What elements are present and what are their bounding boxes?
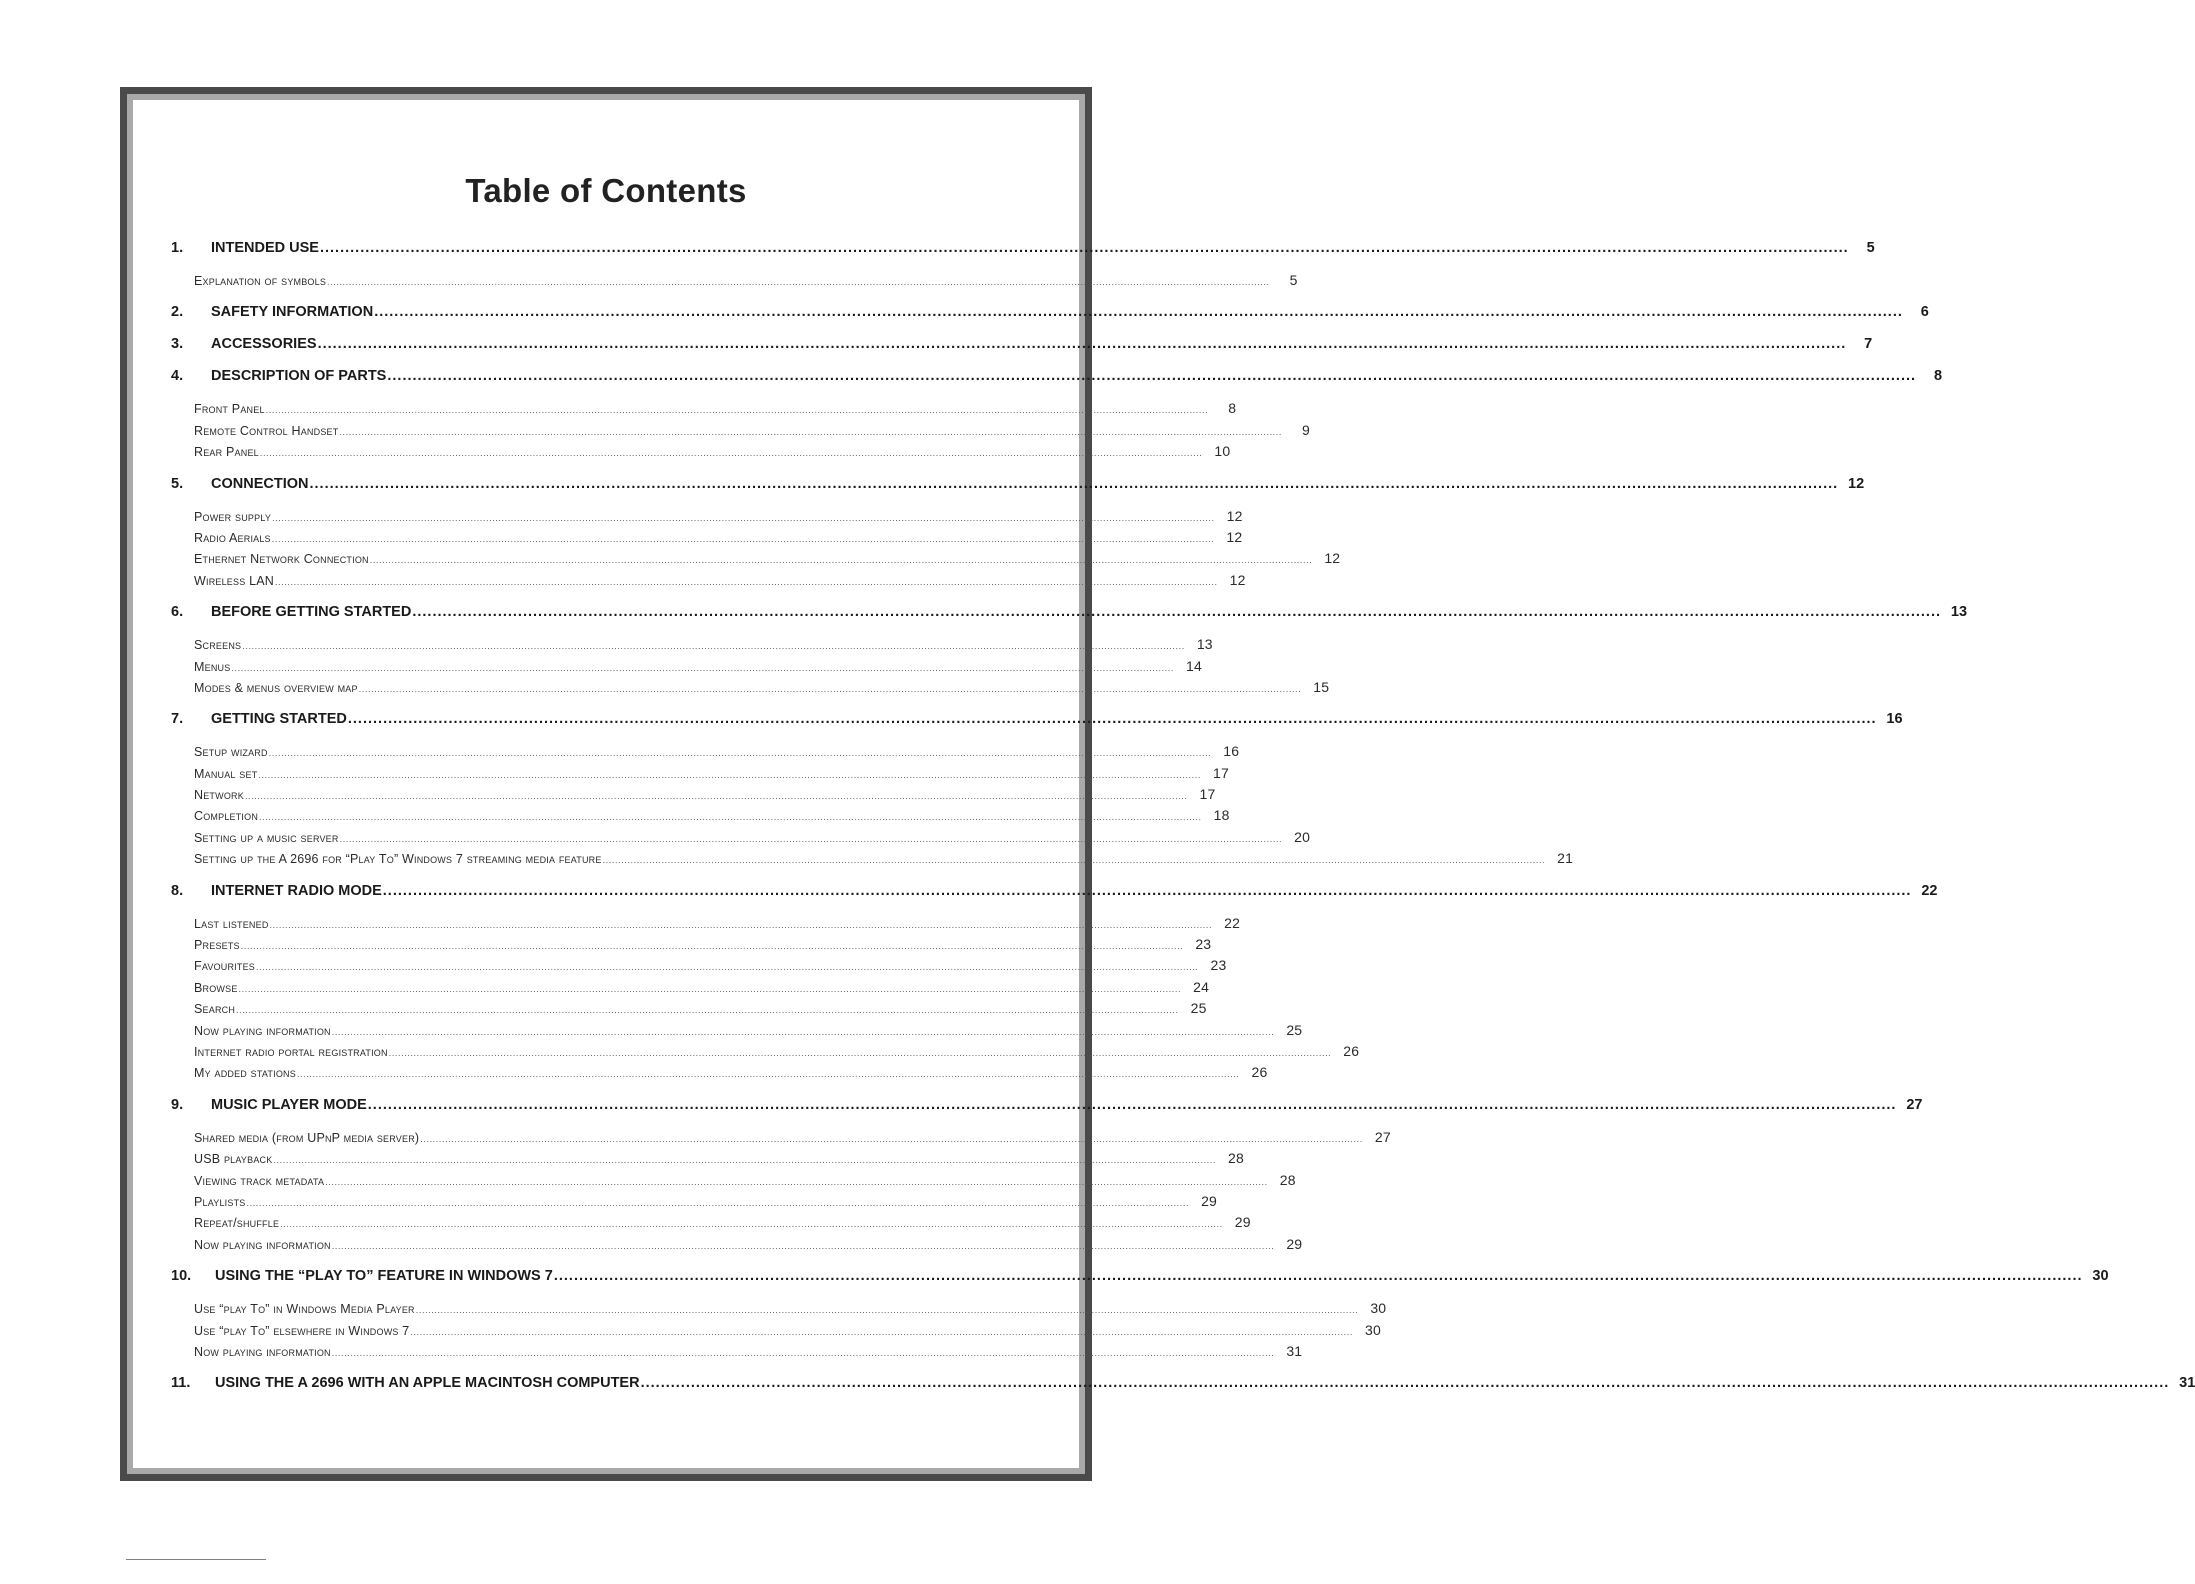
toc-page-number: 30	[2092, 1268, 2109, 1285]
table-of-contents	[171, 240, 2195, 1396]
toc-entry-label: Ethernet Network Connection	[194, 552, 369, 567]
toc-entry-label: Explanation of symbols	[194, 274, 327, 288]
dot-leader: ................................................................................................................................................................................................................................................................................................................	[242, 641, 1185, 652]
toc-page-number: 13	[1196, 636, 1213, 653]
toc-page-number: 21	[1557, 850, 1574, 867]
toc-subsection-entry[interactable]	[171, 1192, 1218, 1214]
toc-subsection-entry[interactable]	[171, 1021, 1303, 1043]
toc-page-number: 29	[1201, 1192, 1218, 1209]
toc-subsection-entry[interactable]	[171, 657, 1202, 679]
toc-subsection-entry[interactable]	[171, 678, 1330, 700]
toc-page-number: 14	[1185, 657, 1202, 674]
toc-entry-label: Setup wizard	[194, 745, 268, 760]
toc-page-number: 28	[1228, 1150, 1244, 1167]
dot-leader: ................................................................................................................................................................................................................................................................................................................	[374, 304, 1903, 321]
dot-leader: ................................................................................................................................................................................................................................................................................................................	[382, 882, 1912, 899]
toc-entry-label: ACCESSORIES	[211, 336, 317, 353]
toc-page-number: 7	[1864, 336, 1873, 353]
toc-page-number: 5	[1289, 272, 1298, 288]
dot-leader: ................................................................................................................................................................................................................................................................................................................	[358, 683, 1302, 694]
toc-section-entry[interactable]	[171, 711, 1903, 732]
toc-subsection-entry[interactable]	[171, 1042, 1360, 1064]
dot-leader: ................................................................................................................................................................................................................................................................................................................	[255, 962, 1199, 973]
toc-entry-label: Playlists	[194, 1194, 246, 1209]
toc-entry-label: Setting up a music server	[194, 830, 339, 845]
toc-page-number: 26	[1251, 1064, 1268, 1081]
toc-subsection-entry[interactable]	[171, 764, 1229, 786]
toc-page-number: 17	[1212, 764, 1229, 781]
dot-leader: ................................................................................................................................................................................................................................................................................................................	[388, 1047, 1332, 1058]
toc-section-number: 2.	[171, 304, 184, 321]
toc-page-number: 9	[1301, 421, 1310, 438]
toc-page-number: 17	[1199, 786, 1216, 803]
toc-subsection-entry[interactable]	[171, 443, 1231, 464]
toc-subsection-entry[interactable]	[171, 1128, 1391, 1150]
toc-page-number: 8	[1228, 400, 1237, 417]
dot-leader: ................................................................................................................................................................................................................................................................................................................	[331, 1026, 1275, 1037]
toc-subsection-entry[interactable]	[171, 936, 1212, 957]
toc-entry-label: Modes & menus overview map	[194, 680, 358, 695]
toc-subsection-entry[interactable]	[171, 1321, 1381, 1343]
page-border	[120, 87, 2195, 1481]
toc-subsection-entry[interactable]	[171, 272, 1298, 293]
dot-leader: ................................................................................................................................................................................................................................................................................................................	[259, 448, 1203, 459]
toc-entry-label: Now playing information	[194, 1023, 331, 1038]
toc-page-number: 13	[1950, 604, 1968, 621]
toc-entry-label: INTENDED USE	[211, 240, 319, 256]
toc-page-number: 31	[2179, 1375, 2195, 1392]
page-title: Table of Contents	[465, 172, 747, 209]
toc-subsection-entry[interactable]	[171, 828, 1311, 850]
toc-page-number: 18	[1213, 807, 1230, 824]
toc-section-entry[interactable]	[171, 882, 1938, 904]
toc-page-number: 16	[1886, 711, 1903, 728]
dot-leader: ................................................................................................................................................................................................................................................................................................................	[309, 475, 1839, 492]
toc-section-entry[interactable]	[171, 1375, 2195, 1396]
toc-section-number: 1.	[171, 240, 184, 256]
toc-section-entry[interactable]	[171, 336, 1873, 357]
toc-entry-label: CONNECTION	[211, 475, 309, 492]
dot-leader: ................................................................................................................................................................................................................................................................................................................	[325, 1176, 1268, 1187]
toc-page-number: 6	[1920, 304, 1929, 321]
toc-page-number: 22	[1921, 882, 1938, 899]
toc-entry-label: Presets	[194, 938, 240, 953]
dot-leader: ................................................................................................................................................................................................................................................................................................................	[331, 1240, 1275, 1251]
toc-subsection-entry[interactable]	[171, 850, 1574, 871]
toc-page-number: 29	[1234, 1214, 1251, 1231]
dot-leader: ................................................................................................................................................................................................................................................................................................................	[236, 1005, 1179, 1016]
dot-leader: ................................................................................................................................................................................................................................................................................................................	[240, 941, 1184, 952]
dot-leader: ................................................................................................................................................................................................................................................................................................................	[275, 576, 1218, 587]
toc-page-number: 30	[1370, 1300, 1387, 1317]
dot-leader: ................................................................................................................................................................................................................................................................................................................	[347, 711, 1877, 728]
toc-subsection-entry[interactable]	[171, 1064, 1268, 1085]
toc-section-entry[interactable]	[171, 475, 1865, 497]
toc-entry-label: Browse	[194, 980, 238, 995]
toc-section-number: 11.	[171, 1375, 191, 1392]
dot-leader: ................................................................................................................................................................................................................................................................................................................	[339, 426, 1282, 437]
toc-page-number: 28	[1279, 1171, 1296, 1188]
toc-subsection-entry[interactable]	[171, 550, 1341, 571]
toc-entry-label: MUSIC PLAYER MODE	[211, 1096, 367, 1113]
toc-section-entry[interactable]	[171, 240, 1875, 261]
page-content	[133, 100, 2195, 1468]
toc-entry-label: Last listened	[194, 916, 269, 931]
toc-page-number: 24	[1193, 978, 1210, 995]
toc-subsection-entry[interactable]	[171, 1300, 1387, 1321]
toc-page-number: 29	[1286, 1235, 1303, 1252]
toc-entry-label: My added stations	[194, 1066, 296, 1081]
toc-page-number: 27	[1374, 1128, 1391, 1145]
toc-page-number: 31	[1286, 1342, 1303, 1359]
dot-leader: ................................................................................................................................................................................................................................................................................................................	[387, 368, 1917, 385]
dot-leader: ................................................................................................................................................................................................................................................................................................................	[410, 1326, 1353, 1337]
toc-subsection-entry[interactable]	[171, 914, 1241, 936]
toc-section-number: 6.	[171, 604, 184, 621]
toc-entry-label: Remote Control Handset	[194, 423, 339, 438]
toc-entry-label: Completion	[194, 809, 259, 824]
toc-entry-label: Radio Aerials	[194, 530, 271, 545]
toc-subsection-entry[interactable]	[171, 636, 1213, 657]
toc-section-entry[interactable]	[171, 368, 1943, 389]
dot-leader: ................................................................................................................................................................................................................................................................................................................	[317, 336, 1847, 353]
toc-subsection-entry[interactable]	[171, 978, 1210, 1000]
toc-entry-label: Front Panel	[194, 402, 265, 417]
toc-entry-label: Power supply	[194, 509, 272, 524]
toc-page-number: 30	[1364, 1321, 1381, 1338]
dot-leader: ................................................................................................................................................................................................................................................................................................................	[231, 662, 1174, 673]
toc-page-number: 25	[1286, 1021, 1303, 1038]
toc-section-number: 9.	[171, 1096, 184, 1113]
toc-page-number: 20	[1294, 828, 1311, 845]
toc-subsection-entry[interactable]	[171, 421, 1310, 443]
toc-entry-label: Repeat/shuffle	[194, 1216, 280, 1231]
dot-leader: ................................................................................................................................................................................................................................................................................................................	[272, 512, 1215, 523]
dot-leader: ................................................................................................................................................................................................................................................................................................................	[412, 604, 1942, 621]
dot-leader: ................................................................................................................................................................................................................................................................................................................	[265, 405, 1209, 416]
toc-subsection-entry[interactable]	[171, 786, 1216, 807]
dot-leader: ................................................................................................................................................................................................................................................................................................................	[244, 791, 1188, 802]
toc-entry-label: SAFETY INFORMATION	[211, 304, 374, 321]
toc-entry-label: Use “play To” elsewhere in Windows 7	[194, 1323, 410, 1338]
toc-entry-label: Use “play To” in Windows Media Player	[194, 1302, 415, 1317]
toc-entry-label: Now playing information	[194, 1237, 331, 1252]
toc-page-number: 12	[1848, 475, 1865, 492]
toc-subsection-entry[interactable]	[171, 743, 1240, 764]
toc-page-number: 16	[1223, 743, 1240, 760]
toc-entry-label: DESCRIPTION OF PARTS	[211, 368, 387, 385]
dot-leader: ................................................................................................................................................................................................................................................................................................................	[327, 277, 1270, 287]
toc-page-number: 12	[1324, 550, 1341, 567]
dot-leader: ................................................................................................................................................................................................................................................................................................................	[415, 1305, 1359, 1316]
toc-entry-label: BEFORE GETTING STARTED	[211, 604, 412, 621]
dot-leader: ................................................................................................................................................................................................................................................................................................................	[246, 1197, 1190, 1208]
toc-section-entry[interactable]	[171, 604, 1968, 625]
toc-section-number: 3.	[171, 336, 184, 353]
dot-leader: ................................................................................................................................................................................................................................................................................................................	[367, 1096, 1897, 1113]
dot-leader: ................................................................................................................................................................................................................................................................................................................	[238, 983, 1182, 994]
toc-entry-label: Network	[194, 788, 244, 803]
toc-entry-label: USB playback	[194, 1152, 273, 1167]
dot-leader: ................................................................................................................................................................................................................................................................................................................	[258, 769, 1201, 780]
toc-entry-label: Viewing track metadata	[194, 1173, 325, 1188]
toc-page-number: 27	[1906, 1096, 1923, 1113]
toc-page-number: 5	[1866, 240, 1875, 256]
footnote-separator	[126, 1559, 266, 1560]
toc-entry-label: Rear Panel	[194, 445, 259, 460]
toc-entry-label: Wireless LAN	[194, 573, 275, 588]
toc-entry-label: GETTING STARTED	[211, 711, 347, 728]
toc-section-number: 7.	[171, 711, 184, 728]
toc-subsection-entry[interactable]	[171, 957, 1227, 978]
toc-entry-label: Favourites	[194, 959, 255, 974]
toc-page-number: 25	[1190, 1000, 1207, 1017]
dot-leader: ................................................................................................................................................................................................................................................................................................................	[339, 833, 1283, 844]
toc-subsection-entry[interactable]	[171, 1150, 1244, 1171]
dot-leader: ................................................................................................................................................................................................................................................................................................................	[331, 1347, 1275, 1358]
toc-entry-label: USING THE “PLAY TO” FEATURE IN WINDOWS 7	[215, 1268, 553, 1285]
toc-page-number: 26	[1343, 1042, 1360, 1059]
dot-leader: ................................................................................................................................................................................................................................................................................................................	[602, 855, 1546, 866]
dot-leader: ................................................................................................................................................................................................................................................................................................................	[280, 1219, 1223, 1230]
toc-section-number: 5.	[171, 475, 184, 492]
toc-entry-label: Setting up the A 2696 for “Play To” Windows 7 streaming media feature	[194, 852, 602, 867]
toc-entry-label: USING THE A 2696 WITH AN APPLE MACINTOSH COMPUTER	[215, 1375, 640, 1392]
toc-section-number: 10.	[171, 1268, 192, 1285]
toc-page-number: 23	[1210, 957, 1227, 974]
dot-leader: ................................................................................................................................................................................................................................................................................................................	[319, 240, 1849, 256]
toc-page-number: 23	[1195, 936, 1212, 953]
toc-subsection-entry[interactable]	[171, 1171, 1296, 1193]
dot-leader: ................................................................................................................................................................................................................................................................................................................	[420, 1133, 1363, 1144]
toc-subsection-entry[interactable]	[171, 400, 1237, 421]
toc-subsection-entry[interactable]	[171, 1235, 1303, 1257]
dot-leader: ................................................................................................................................................................................................................................................................................................................	[259, 812, 1202, 823]
toc-page-number: 12	[1229, 571, 1246, 588]
toc-subsection-entry[interactable]	[171, 528, 1243, 550]
dot-leader: ................................................................................................................................................................................................................................................................................................................	[553, 1268, 2083, 1285]
toc-page-number: 8	[1933, 368, 1943, 385]
toc-page-number: 22	[1224, 914, 1241, 931]
dot-leader: ................................................................................................................................................................................................................................................................................................................	[640, 1375, 2170, 1392]
toc-subsection-entry[interactable]	[171, 1000, 1207, 1021]
toc-section-entry[interactable]	[171, 304, 1929, 325]
toc-page-number: 15	[1313, 678, 1330, 695]
toc-page-number: 12	[1226, 507, 1243, 524]
toc-entry-label: Menus	[194, 659, 231, 674]
toc-subsection-entry[interactable]	[171, 1342, 1303, 1364]
toc-section-entry[interactable]	[171, 1268, 2109, 1289]
dot-leader: ................................................................................................................................................................................................................................................................................................................	[271, 533, 1215, 544]
toc-page-number: 10	[1214, 443, 1231, 460]
dot-leader: ................................................................................................................................................................................................................................................................................................................	[269, 919, 1213, 930]
toc-subsection-entry[interactable]	[171, 1214, 1251, 1235]
toc-subsection-entry[interactable]	[171, 571, 1246, 593]
toc-subsection-entry[interactable]	[171, 507, 1243, 529]
toc-entry-label: Manual set	[194, 766, 258, 781]
toc-entry-label: Screens	[194, 638, 242, 653]
toc-entry-label: Now playing information	[194, 1344, 331, 1359]
toc-section-number: 4.	[171, 368, 184, 385]
dot-leader: ................................................................................................................................................................................................................................................................................................................	[273, 1155, 1216, 1166]
toc-page-number: 12	[1226, 528, 1243, 545]
toc-entry-label: Internet radio portal registration	[194, 1044, 388, 1059]
toc-section-entry[interactable]	[171, 1096, 1923, 1118]
toc-entry-label: Shared media (from UPnP media server)	[194, 1130, 420, 1145]
toc-subsection-entry[interactable]	[171, 807, 1230, 828]
dot-leader: ................................................................................................................................................................................................................................................................................................................	[268, 748, 1212, 759]
toc-section-number: 8.	[171, 882, 184, 899]
dot-leader: ................................................................................................................................................................................................................................................................................................................	[369, 555, 1313, 566]
toc-entry-label: Search	[194, 1002, 236, 1017]
page-border-inner	[127, 94, 2195, 1474]
toc-entry-label: INTERNET RADIO MODE	[211, 882, 382, 899]
dot-leader: ................................................................................................................................................................................................................................................................................................................	[296, 1069, 1240, 1080]
